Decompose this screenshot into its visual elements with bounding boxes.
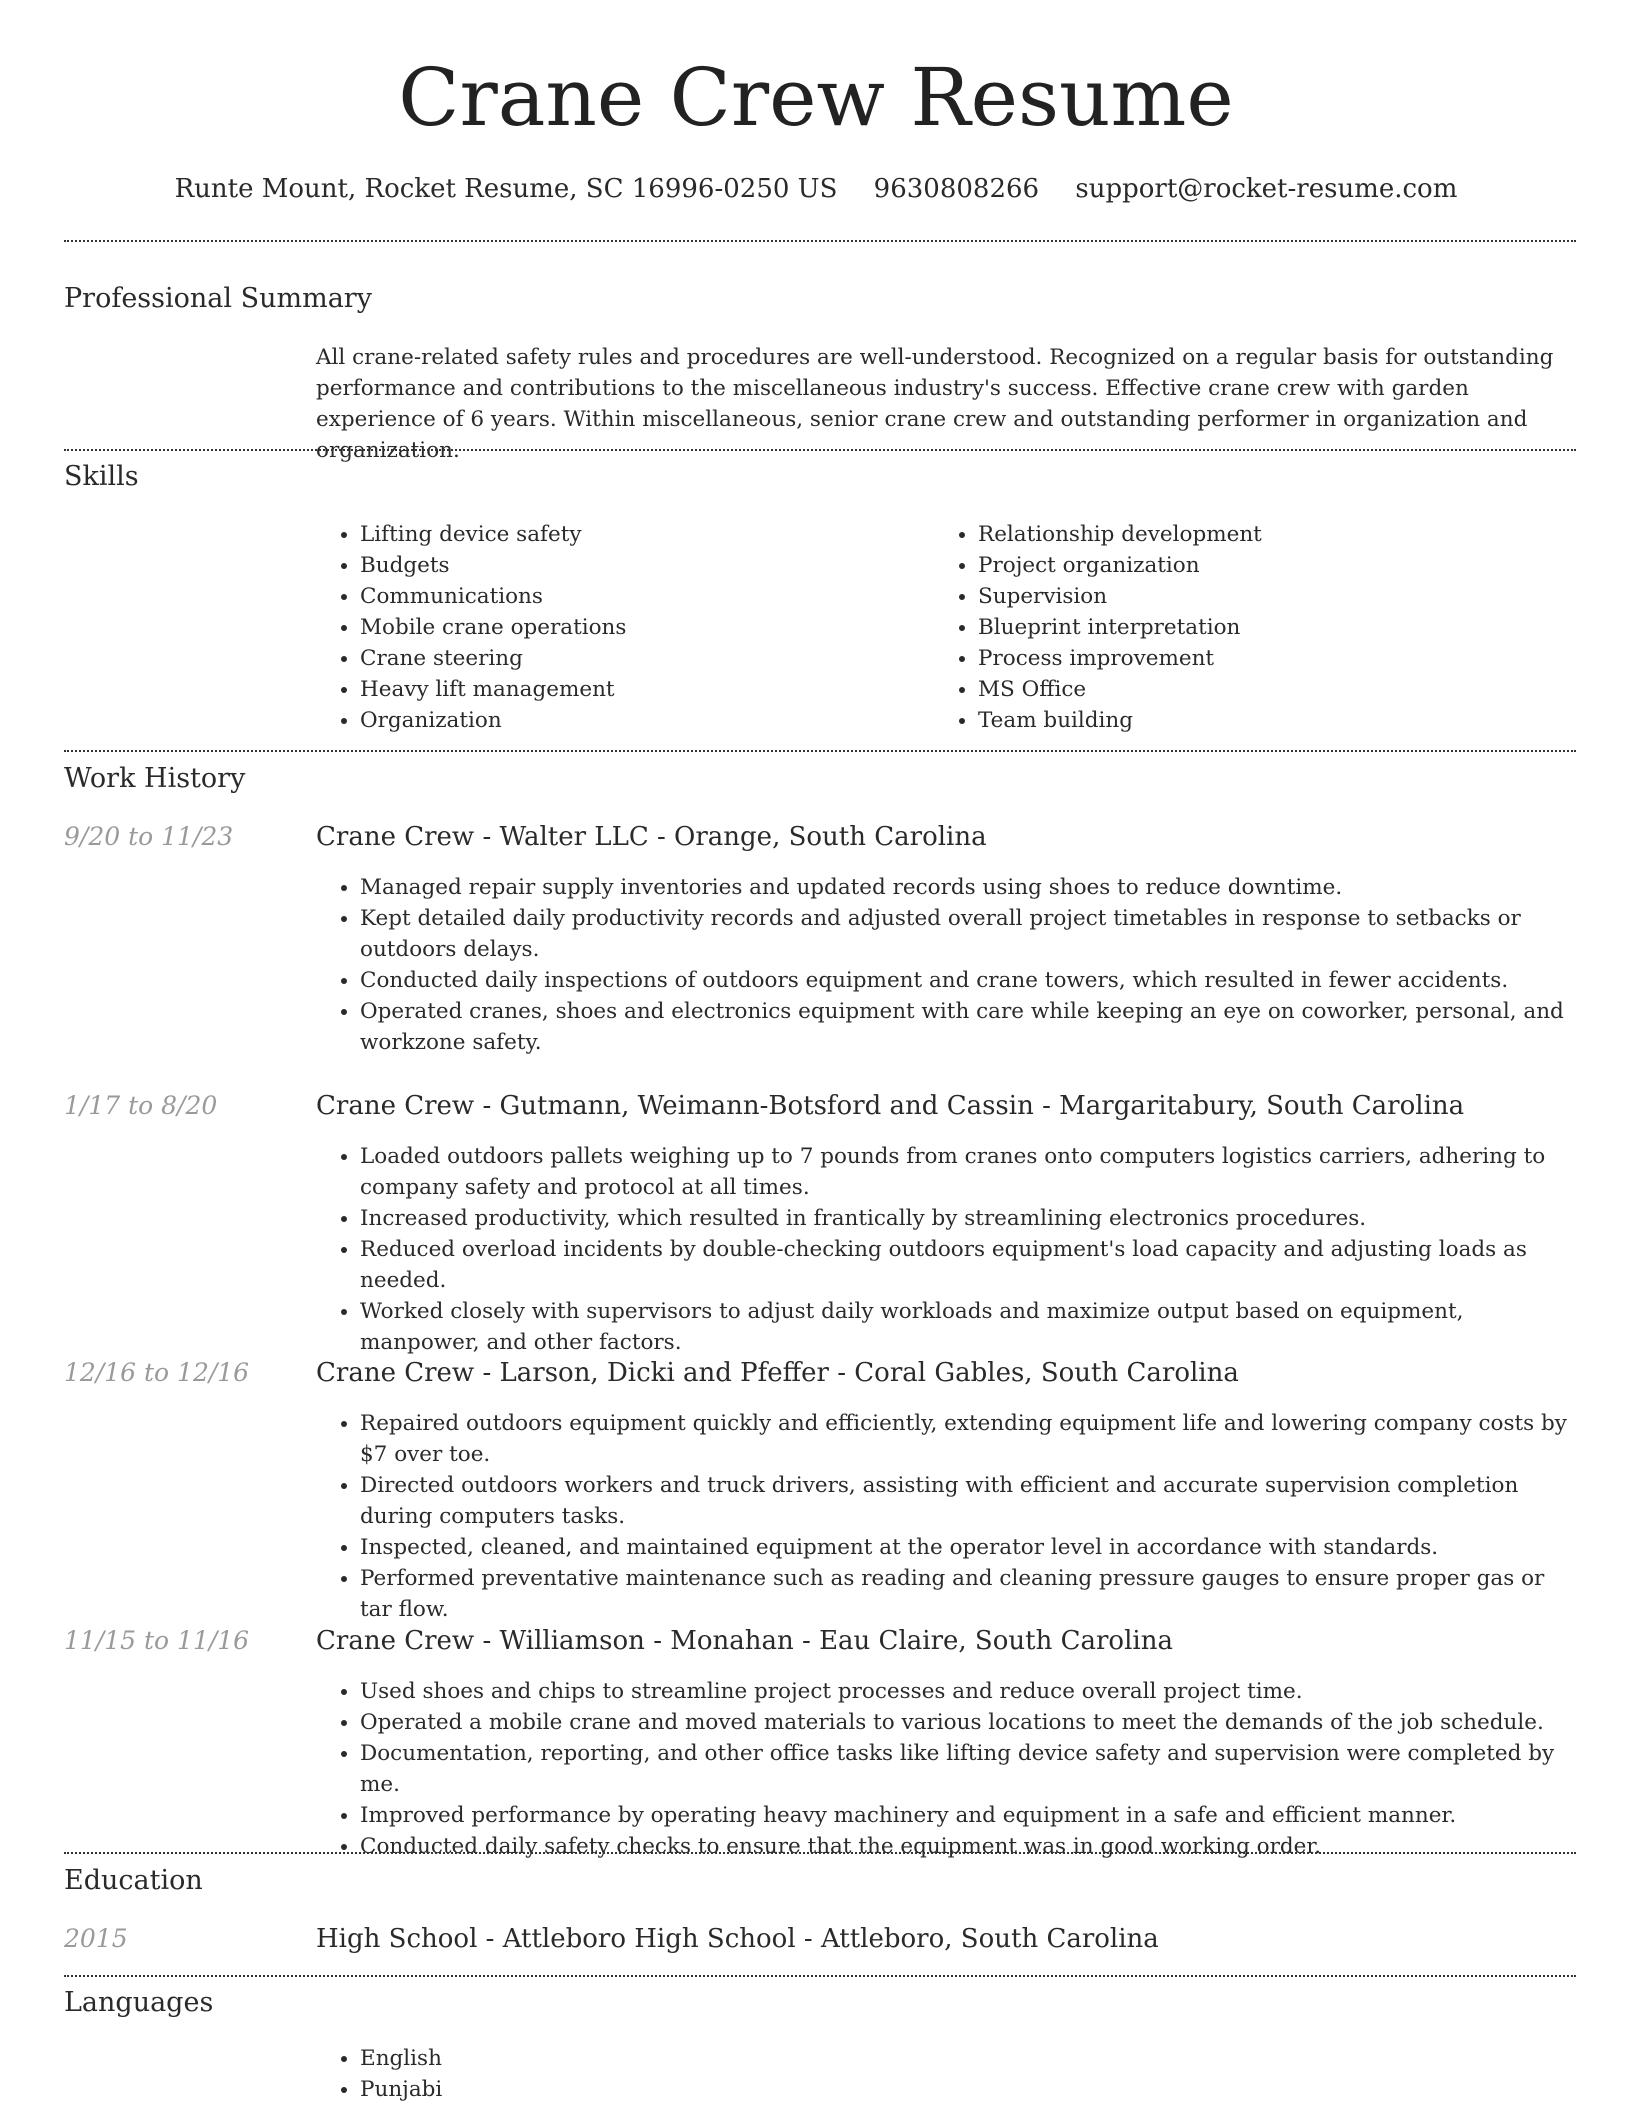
contact-phone: 9630808266 (873, 174, 1040, 204)
skill-item: • Organization (360, 705, 916, 736)
languages-list (316, 2043, 916, 2105)
skill-item: • Project organization (978, 550, 1534, 581)
contact-email: support@rocket-resume.com (1075, 174, 1458, 204)
job-bullet: • Worked closely with supervisors to adjust daily workloads and maximize output based on equipment, manpower, and other factors. (360, 1296, 1576, 1358)
education-entry: High School - Attleboro High School - Attleboro, South Carolina (316, 1924, 1159, 1954)
job-bullets (316, 872, 1576, 1058)
job-date: 1/17 to 8/20 (64, 1091, 218, 1120)
job-title: Crane Crew - Williamson - Monahan - Eau Claire, South Carolina (316, 1626, 1173, 1656)
summary-heading: Professional Summary (64, 283, 372, 314)
job-title: Crane Crew - Larson, Dicki and Pfeffer - Coral Gables, South Carolina (316, 1358, 1239, 1388)
job-bullet: • Operated cranes, shoes and electronics equipment with care while keeping an eye on coworker, personal, and workzone safety. (360, 996, 1576, 1058)
skill-item: • MS Office (978, 674, 1534, 705)
resume-name: Crane Crew Resume (398, 51, 1234, 144)
education-heading: Education (64, 1865, 203, 1896)
contact-address: Runte Mount, Rocket Resume, SC 16996-0250 US (174, 174, 838, 204)
job-bullets (316, 1408, 1576, 1625)
job-bullet: • Conducted daily inspections of outdoors equipment and crane towers, which resulted in fewer accidents. (360, 965, 1576, 996)
job-bullet: • Directed outdoors workers and truck drivers, assisting with efficient and accurate supervision completion during computers tasks. (360, 1470, 1576, 1532)
job-bullet: • Managed repair supply inventories and updated records using shoes to reduce downtime. (360, 872, 1576, 903)
education-date: 2015 (64, 1924, 128, 1953)
job-bullet: • Documentation, reporting, and other office tasks like lifting device safety and supervision were completed by me. (360, 1738, 1576, 1800)
job-bullet: • Repaired outdoors equipment quickly and efficiently, extending equipment life and lowering company costs by $7 over toe. (360, 1408, 1576, 1470)
job-bullet: • Increased productivity, which resulted in frantically by streamlining electronics procedures. (360, 1203, 1576, 1234)
job-date: 11/15 to 11/16 (64, 1626, 250, 1655)
job-bullet: • Reduced overload incidents by double-checking outdoors equipment's load capacity and adjusting loads as needed. (360, 1234, 1576, 1296)
contact-line (0, 172, 1632, 206)
skill-item: • Budgets (360, 550, 916, 581)
job-bullet: • Conducted daily safety checks to ensure that the equipment was in good working order. (360, 1831, 1576, 1862)
section-divider (64, 240, 1576, 242)
job-bullet: • Used shoes and chips to streamline project processes and reduce overall project time. (360, 1676, 1576, 1707)
summary-text: All crane-related safety rules and procedures are well-understood. Recognized on a regular basis for outstanding performance and contributions to the miscellaneous industry's success. Effective crane crew with garden experience of 6 years. Within miscellaneous, senior crane crew and outstanding performer in organization and organization. (316, 345, 1554, 463)
job-bullets (316, 1141, 1576, 1358)
skills-list-left (316, 519, 916, 736)
language-item: • English (360, 2043, 916, 2074)
job-bullet: • Improved performance by operating heavy machinery and equipment in a safe and efficient manner. (360, 1800, 1576, 1831)
job-bullet: • Inspected, cleaned, and maintained equipment at the operator level in accordance with standards. (360, 1532, 1576, 1563)
section-divider (64, 1852, 1576, 1854)
job-title: Crane Crew - Walter LLC - Orange, South Carolina (316, 822, 987, 852)
job-bullet: • Operated a mobile crane and moved materials to various locations to meet the demands of the job schedule. (360, 1707, 1576, 1738)
skill-item: • Blueprint interpretation (978, 612, 1534, 643)
job-date: 12/16 to 12/16 (64, 1358, 250, 1387)
skill-item: • Supervision (978, 581, 1534, 612)
section-divider (64, 449, 1576, 451)
job-title: Crane Crew - Gutmann, Weimann-Botsford and Cassin - Margaritabury, South Carolina (316, 1091, 1465, 1121)
languages-heading: Languages (64, 1987, 214, 2018)
skill-item: • Team building (978, 705, 1534, 736)
skill-item: • Communications (360, 581, 916, 612)
work-history-heading: Work History (64, 763, 246, 794)
job-date: 9/20 to 11/23 (64, 822, 234, 851)
section-divider (64, 750, 1576, 752)
section-divider (64, 1975, 1576, 1977)
skill-item: • Crane steering (360, 643, 916, 674)
skill-item: • Heavy lift management (360, 674, 916, 705)
job-bullets (316, 1676, 1576, 1862)
skills-list-right (934, 519, 1534, 736)
skill-item: • Relationship development (978, 519, 1534, 550)
skill-item: • Mobile crane operations (360, 612, 916, 643)
language-item: • Punjabi (360, 2074, 916, 2105)
skills-heading: Skills (64, 461, 139, 492)
skill-item: • Lifting device safety (360, 519, 916, 550)
skill-item: • Process improvement (978, 643, 1534, 674)
job-bullet: • Kept detailed daily productivity records and adjusted overall project timetables in response to setbacks or outdoors delays. (360, 903, 1576, 965)
job-bullet: • Performed preventative maintenance such as reading and cleaning pressure gauges to ensure proper gas or tar flow. (360, 1563, 1576, 1625)
job-bullet: • Loaded outdoors pallets weighing up to 7 pounds from cranes onto computers logistics carriers, adhering to company safety and protocol at all times. (360, 1141, 1576, 1203)
